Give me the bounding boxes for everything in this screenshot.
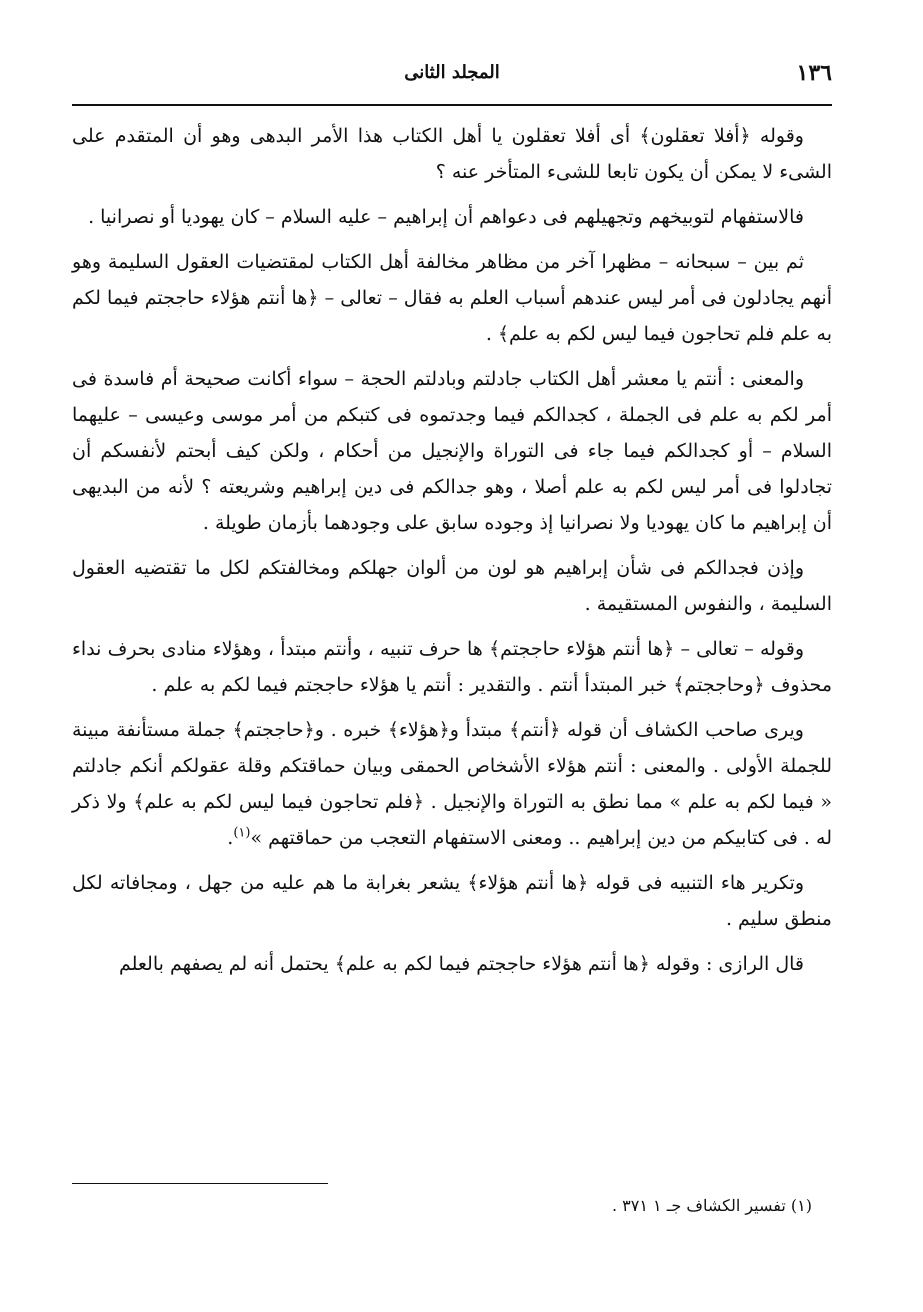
paragraph-end: . bbox=[227, 827, 234, 849]
paragraph-text: ويرى صاحب الكشاف أن قوله ﴿أنتم﴾ مبتدأ و﴿هؤلاء﴾ خبره . و﴿حاججتم﴾ جملة مستأنفة مبينة للجملة الأولى . والمعنى : أنتم هؤلاء الأشخاص الحمقى وبيان حماقتكم وقلة عقولكم أنكم جادلتم « فيما لكم به علم » مما نطق به التوراة والإنجيل . ﴿فلم تحاجون فيما ليس لكم به علم﴾ ولا ذكر له . فى كتابيكم من دين إبراهيم .. ومعنى الاستفهام التعجب من حماقتهم » bbox=[72, 719, 832, 849]
footnote: (١) تفسير الكشاف جـ ١ ٣٧١ . bbox=[611, 1196, 812, 1215]
paragraph-with-footnote bbox=[72, 712, 832, 856]
paragraph: وقوله ﴿أفلا تعقلون﴾ أى أفلا تعقلون يا أهل الكتاب هذا الأمر البدهى وهو أن المتقدم على الشىء لا يمكن أن يكون تابعا للشىء المتأخر عنه ؟ bbox=[72, 125, 832, 183]
running-head: المجلد الثانى bbox=[404, 62, 500, 83]
page-header bbox=[72, 60, 832, 96]
paragraph: ثم بين – سبحانه – مظهرا آخر من مظاهر مخالفة أهل الكتاب لمقتضيات العقول السليمة وهو أنهم يجادلون فى أمر ليس عندهم أسباب العلم به فقال – تعالى – ﴿ها أنتم هؤلاء حاججتم فيما لكم به علم فلم تحاجون فيما ليس لكم به علم﴾ . bbox=[72, 251, 832, 345]
paragraph: فالاستفهام لتوبيخهم وتجهيلهم فى دعواهم أن إبراهيم – عليه السلام – كان يهوديا أو نصرانيا . bbox=[88, 206, 804, 228]
paragraph: وتكرير هاء التنبيه فى قوله ﴿ها أنتم هؤلاء﴾ يشعر بغرابة ما هم عليه من جهل ، ومجافاته لكل منطق سليم . bbox=[72, 872, 832, 930]
paragraph: وإذن فجدالكم فى شأن إبراهيم هو لون من ألوان جهلكم ومخالفتكم لكل ما تقتضيه العقول السليمة ، والنفوس المستقيمة . bbox=[72, 557, 832, 615]
footnote-rule bbox=[72, 1183, 328, 1184]
page-number: ١٣٦ bbox=[796, 60, 832, 86]
paragraph: قال الرازى : وقوله ﴿ها أنتم هؤلاء حاججتم فيما لكم به علم﴾ يحتمل أنه لم يصفهم بالعلم bbox=[118, 953, 804, 975]
footnote-reference: (١) bbox=[233, 825, 251, 841]
paragraph: والمعنى : أنتم يا معشر أهل الكتاب جادلتم وبادلتم الحجة – سواء أكانت صحيحة أم فاسدة فى أمر لكم به علم فى الجملة ، كجدالكم فيما وجدتموه فى كتبكم من أمر موسى وعيسى – عليهما السلام – أو كجدالكم فيما جاء فى التوراة والإنجيل من أحكام ، ولكن كيف أبحتم لأنفسكم أن تجادلوا فى أمر ليس لكم به علم أصلا ، وهو جدالكم فى دين إبراهيم وشريعته ؟ لأنه من البديهى أن إبراهيم ما كان يهوديا ولا نصرانيا إذ وجوده سابق على وجودهما بأزمان طويلة . bbox=[72, 368, 832, 534]
body-text bbox=[72, 118, 832, 991]
paragraph: وقوله – تعالى – ﴿ها أنتم هؤلاء حاججتم﴾ ها حرف تنبيه ، وأنتم مبتدأ ، وهؤلاء منادى بحرف نداء محذوف ﴿وحاججتم﴾ خبر المبتدأ أنتم . والتقدير : أنتم يا هؤلاء حاججتم فيما لكم به علم . bbox=[72, 638, 832, 696]
header-rule bbox=[72, 104, 832, 106]
